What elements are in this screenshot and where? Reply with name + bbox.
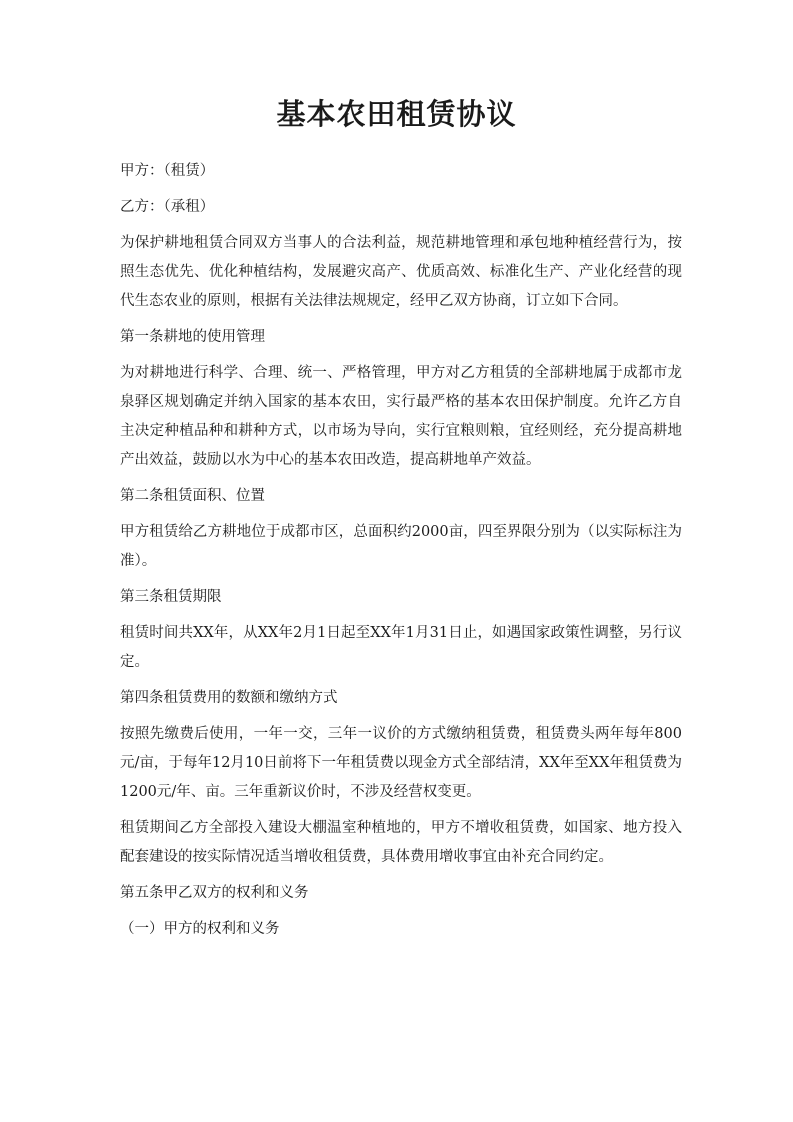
article-5-heading: 第五条甲乙双方的权利和义务 [120,885,309,901]
article-5-subheading-1: （一）甲方的权利和义务 [120,921,280,937]
article-4-paragraph-2: 租赁期间乙方全部投入建设大棚温室种植地的，甲方不增收租赁费，如国家、地方投入配套建设的按实际情况适当增收租赁费，具体费用增收事宜由补充合同约定。 [120,820,682,865]
preamble-paragraph: 为保护耕地租赁合同双方当事人的合法利益，规范耕地管理和承包地种植经营行为，按照生态优先、优化种植结构，发展避灾高产、优质高效、标准化生产、产业化经营的现代生态农业的原则，根据有关法律法规规定，经甲乙双方协商，订立如下合同。 [120,235,682,309]
article-1-paragraph: 为对耕地进行科学、合理、统一、严格管理，甲方对乙方租赁的全部耕地属于成都市龙泉驿区规划确定并纳入国家的基本农田，实行最严格的基本农田保护制度。允许乙方自主决定种植品种和耕种方式，以市场为导向，实行宜粮则粮，宜经则经，充分提高耕地产出效益，鼓励以水为中心的基本农田改造，提高耕地单产效益。 [120,365,682,468]
document-body [120,157,682,951]
article-4-paragraph-1: 按照先缴费后使用，一年一交，三年一议价的方式缴纳租赁费，租赁费头两年每年800元/亩，于每年12月10日前将下一年租赁费以现金方式全部结清，XX年至XX年租赁费为1200元/年、亩。三年重新议价时，不涉及经营权变更。 [120,726,682,800]
article-3-paragraph: 租赁时间共XX年，从XX年2月1日起至XX年1月31日止，如遇国家政策性调整，另行议定。 [120,625,682,670]
article-4-heading: 第四条租赁费用的数额和缴纳方式 [120,690,338,706]
article-2-paragraph: 甲方租赁给乙方耕地位于成都市区，总面积约2000亩，四至界限分别为（以实际标注为准）。 [120,524,682,569]
party-b-line: 乙方：（承租） [120,199,215,215]
party-a-line: 甲方：（租赁） [120,163,215,179]
article-1-heading: 第一条耕地的使用管理 [120,329,265,345]
article-2-heading: 第二条租赁面积、位置 [120,488,265,504]
document-title: 基本农田租赁协议 [276,97,517,131]
article-3-heading: 第三条租赁期限 [120,589,222,605]
